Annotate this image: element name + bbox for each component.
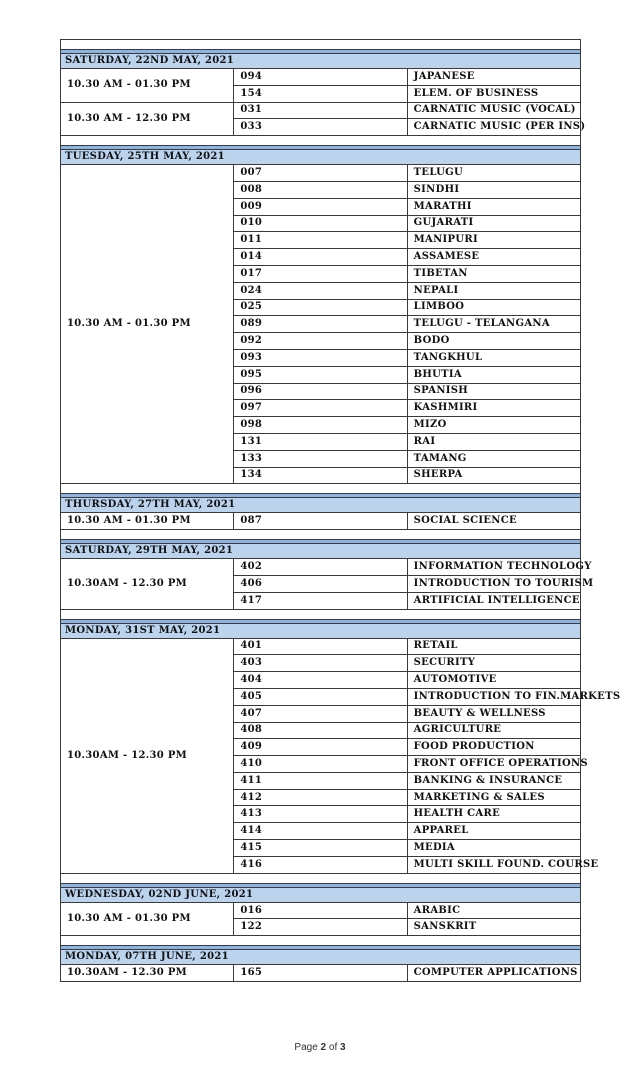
section-gap [61, 873, 581, 883]
exam-time: 10.30AM - 12.30 PM [61, 559, 234, 609]
subject-name: MARKETING & SALES [407, 789, 580, 806]
subject-code: 409 [234, 739, 407, 756]
exam-date: THURSDAY, 27TH MAY, 2021 [61, 498, 581, 513]
subject-name: TELUGU - TELANGANA [407, 316, 580, 333]
date-header-row [61, 54, 581, 69]
exam-date: SATURDAY, 22ND MAY, 2021 [61, 54, 581, 69]
exam-time: 10.30 AM - 01.30 PM [61, 69, 234, 103]
exam-time: 10.30AM - 12.30 PM [61, 638, 234, 873]
exam-date: MONDAY, 31ST MAY, 2021 [61, 623, 581, 638]
subject-name: CARNATIC MUSIC (VOCAL) [407, 102, 580, 119]
exam-time: 10.30AM - 12.30 PM [61, 965, 234, 982]
exam-row [61, 69, 581, 86]
subject-code: 407 [234, 705, 407, 722]
subject-name: BHUTIA [407, 366, 580, 383]
subject-name: MANIPURI [407, 232, 580, 249]
subject-name: TANGKHUL [407, 349, 580, 366]
subject-code: 092 [234, 333, 407, 350]
section-gap-cell [61, 873, 581, 883]
subject-name: AUTOMOTIVE [407, 672, 580, 689]
subject-name: HEALTH CARE [407, 806, 580, 823]
subject-code: 031 [234, 102, 407, 119]
subject-name: BANKING & INSURANCE [407, 772, 580, 789]
subject-name: MEDIA [407, 840, 580, 857]
date-header-row [61, 623, 581, 638]
subject-name: COMPUTER APPLICATIONS [407, 965, 580, 982]
subject-code: 154 [234, 85, 407, 102]
subject-code: 417 [234, 592, 407, 609]
date-header-row [61, 887, 581, 902]
subject-name: MULTI SKILL FOUND. COURSE [407, 856, 580, 873]
section-gap-cell [61, 484, 581, 494]
subject-name: TIBETAN [407, 265, 580, 282]
subject-code: 033 [234, 119, 407, 136]
subject-code: 414 [234, 823, 407, 840]
subject-code: 014 [234, 249, 407, 266]
exam-time: 10.30 AM - 01.30 PM [61, 513, 234, 530]
subject-name: SANSKRIT [407, 919, 580, 936]
exam-date: SATURDAY, 29TH MAY, 2021 [61, 544, 581, 559]
subject-code: 098 [234, 417, 407, 434]
subject-code: 416 [234, 856, 407, 873]
subject-name: SECURITY [407, 655, 580, 672]
exam-row [61, 902, 581, 919]
subject-name: KASHMIRI [407, 400, 580, 417]
page-current: 2 [320, 1042, 327, 1053]
subject-name: CARNATIC MUSIC (PER INS) [407, 119, 580, 136]
exam-schedule-table [60, 39, 621, 982]
subject-name: SINDHI [407, 181, 580, 198]
exam-row [61, 513, 581, 530]
subject-code: 008 [234, 181, 407, 198]
subject-name: BEAUTY & WELLNESS [407, 705, 580, 722]
subject-code: 089 [234, 316, 407, 333]
subject-code: 406 [234, 575, 407, 592]
exam-date: MONDAY, 07TH JUNE, 2021 [61, 950, 581, 965]
subject-name: NEPALI [407, 282, 580, 299]
date-header-row [61, 498, 581, 513]
subject-code: 408 [234, 722, 407, 739]
subject-code: 096 [234, 383, 407, 400]
subject-name: ASSAMESE [407, 249, 580, 266]
section-gap [61, 530, 581, 540]
date-header-row [61, 150, 581, 165]
subject-code: 017 [234, 265, 407, 282]
exam-row [61, 638, 581, 655]
subject-name: INTRODUCTION TO FIN.MARKETS [407, 688, 580, 705]
subject-code: 025 [234, 299, 407, 316]
section-gap-cell [61, 609, 581, 619]
subject-code: 403 [234, 655, 407, 672]
section-gap [61, 40, 581, 50]
exam-date: WEDNESDAY, 02ND JUNE, 2021 [61, 887, 581, 902]
subject-code: 016 [234, 902, 407, 919]
subject-code: 131 [234, 433, 407, 450]
subject-code: 122 [234, 919, 407, 936]
section-gap [61, 609, 581, 619]
subject-name: MARATHI [407, 198, 580, 215]
subject-code: 093 [234, 349, 407, 366]
subject-name: INTRODUCTION TO TOURISM [407, 575, 580, 592]
subject-code: 411 [234, 772, 407, 789]
subject-code: 402 [234, 559, 407, 576]
exam-schedule-sheet [60, 39, 621, 982]
exam-row [61, 102, 581, 119]
section-gap-cell [61, 936, 581, 946]
subject-name: SPANISH [407, 383, 580, 400]
subject-name: FOOD PRODUCTION [407, 739, 580, 756]
subject-name: FRONT OFFICE OPERATIONS [407, 756, 580, 773]
subject-code: 410 [234, 756, 407, 773]
subject-code: 134 [234, 467, 407, 484]
section-gap [61, 484, 581, 494]
subject-code: 094 [234, 69, 407, 86]
subject-name: GUJARATI [407, 215, 580, 232]
subject-code: 097 [234, 400, 407, 417]
subject-name: ELEM. OF BUSINESS [407, 85, 580, 102]
subject-name: AGRICULTURE [407, 722, 580, 739]
subject-code: 024 [234, 282, 407, 299]
page-footer [0, 1042, 640, 1053]
section-gap-cell [61, 40, 581, 50]
subject-code: 095 [234, 366, 407, 383]
exam-row [61, 559, 581, 576]
subject-name: BODO [407, 333, 580, 350]
page-total: 3 [340, 1042, 346, 1053]
subject-code: 404 [234, 672, 407, 689]
exam-time: 10.30 AM - 01.30 PM [61, 165, 234, 484]
subject-code: 405 [234, 688, 407, 705]
section-gap [61, 136, 581, 146]
exam-row [61, 165, 581, 182]
subject-code: 413 [234, 806, 407, 823]
subject-code: 087 [234, 513, 407, 530]
subject-code: 133 [234, 450, 407, 467]
exam-time: 10.30 AM - 01.30 PM [61, 902, 234, 936]
subject-name: RAI [407, 433, 580, 450]
subject-code: 010 [234, 215, 407, 232]
section-gap-cell [61, 136, 581, 146]
subject-name: RETAIL [407, 638, 580, 655]
subject-code: 401 [234, 638, 407, 655]
subject-code: 165 [234, 965, 407, 982]
subject-name: ARTIFICIAL INTELLIGENCE [407, 592, 580, 609]
exam-row [61, 965, 581, 982]
subject-name: JAPANESE [407, 69, 580, 86]
section-gap [61, 936, 581, 946]
date-header-row [61, 950, 581, 965]
exam-date: TUESDAY, 25TH MAY, 2021 [61, 150, 581, 165]
subject-name: TAMANG [407, 450, 580, 467]
subject-name: MIZO [407, 417, 580, 434]
subject-code: 011 [234, 232, 407, 249]
subject-name: APPAREL [407, 823, 580, 840]
subject-code: 009 [234, 198, 407, 215]
subject-name: TELUGU [407, 165, 580, 182]
subject-name: SHERPA [407, 467, 580, 484]
subject-code: 415 [234, 840, 407, 857]
subject-name: INFORMATION TECHNOLOGY [407, 559, 580, 576]
page-of-label: of [328, 1042, 338, 1053]
section-gap-cell [61, 530, 581, 540]
subject-code: 412 [234, 789, 407, 806]
date-header-row [61, 544, 581, 559]
subject-name: LIMBOO [407, 299, 580, 316]
page-label: Page [294, 1042, 318, 1053]
subject-name: ARABIC [407, 902, 580, 919]
subject-name: SOCIAL SCIENCE [407, 513, 580, 530]
exam-time: 10.30 AM - 12.30 PM [61, 102, 234, 136]
subject-code: 007 [234, 165, 407, 182]
